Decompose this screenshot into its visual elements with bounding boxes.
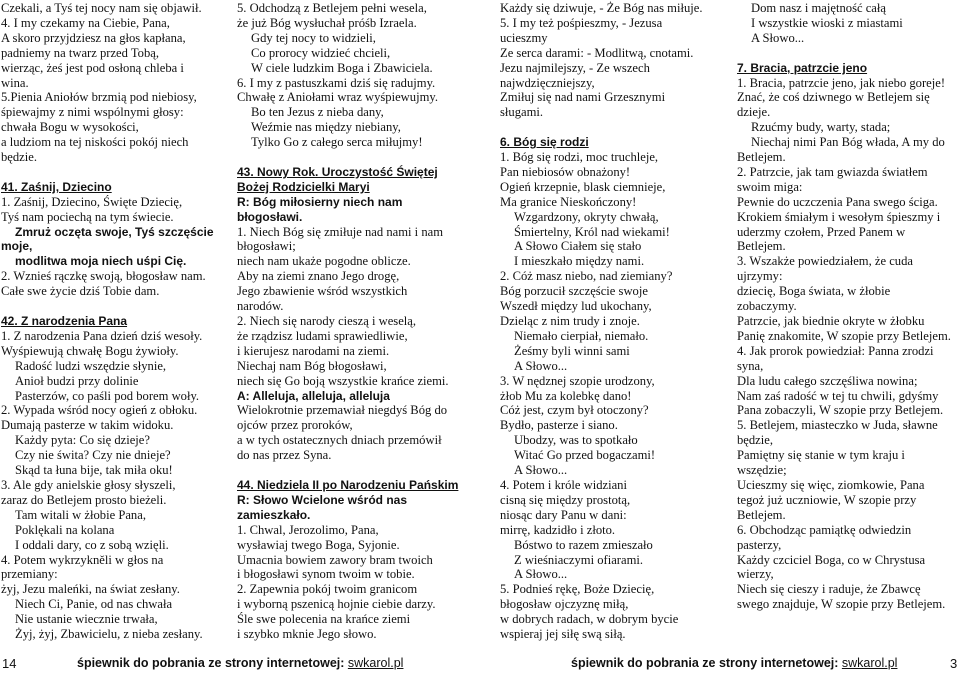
verse-line: 2. Wznieś rączkę swoją, błogosław nam. — [1, 269, 206, 284]
verse-line: Wielokrotnie przemawiał niegdyś Bóg do — [237, 403, 448, 418]
spacer — [1, 165, 228, 180]
verse-line: Każdy pyta: Co się dzieje? — [15, 433, 150, 448]
verse-line: Pan niebiosów obnażony! — [500, 164, 631, 179]
verse-line: Tylko Go z całego serca miłujmy! — [251, 135, 423, 150]
verse-line: Śmiertelny, Król nad wiekami! — [514, 224, 670, 239]
refrain-line: R: Słowo Wcielone wśród nas — [237, 492, 408, 507]
verse-line: Ogień krzepnie, blask ciemnieje, — [500, 179, 666, 194]
verse-line: 5.Pienia Aniołów brzmią pod niebiosy, — [1, 90, 197, 105]
verse-line: 1. Bracia, patrzcie jeno, jak niebo goreje! — [737, 75, 946, 90]
verse-line: 3. W nędznej szopie urodzony, — [500, 373, 655, 388]
verse-line: Poklękali na kolana — [15, 522, 115, 537]
verse-line: 4. Potem wykrzykněli w głos na — [1, 552, 164, 567]
verse-line: Chwałę z Aniołami wraz wyśpiewujmy. — [237, 90, 438, 105]
verse-line: wierząc, żeś jest pod osłoną chleba i — [1, 60, 184, 75]
verse-line: Bydło, pasterze i siano. — [500, 418, 618, 433]
verse-line: Pewnie do uczczenia Pana swego ściga. — [737, 194, 938, 209]
verse-line: a ludziom na tej niskości pokój niech — [1, 135, 189, 150]
verse-line: Skąd ta łuna bije, tak miła oku! — [15, 463, 173, 478]
refrain-line: błogosławi. — [237, 209, 303, 224]
verse-line: Niemało cierpiał, niemało. — [514, 328, 649, 343]
verse-line: Pasterzów, co paśli pod borem woły. — [15, 388, 200, 403]
verse-line: i szybko mknie Jego słowo. — [237, 627, 377, 642]
column-1 — [1, 1, 228, 642]
verse-line: tegoż już uczniowie, W szopie przy — [737, 492, 917, 507]
verse-line: do nas przez Syna. — [237, 448, 332, 463]
verse-line: Betlejem. — [737, 150, 786, 165]
verse-line: Betlejem. — [737, 507, 786, 522]
verse-line: zaraz do Betlejem prosto bieżeli. — [1, 492, 167, 507]
verse-line: błogosław ojczyznę miłą, — [500, 597, 629, 612]
verse-line: A Słowo... — [751, 30, 805, 45]
verse-line: Zmiłuj się nad nami Grzesznymi — [500, 90, 666, 105]
verse-line: dzieje. — [737, 105, 771, 120]
verse-line: Cóż jest, czym był otoczony? — [500, 403, 649, 418]
verse-line: mirrę, kadzidło i złoto. — [500, 522, 616, 537]
verse-line: Gdy tej nocy to widzieli, — [251, 30, 376, 45]
verse-line: Patrzcie, jak biednie okryte w żłobku — [737, 314, 925, 329]
verse-line: Jego zbawienie wśród wszystkich — [237, 284, 408, 299]
verse-line: Niechaj nimi Pan Bóg włada, A my do — [751, 135, 945, 150]
verse-line: 3. Ale gdy anielskie głosy słyszeli, — [1, 477, 176, 492]
refrain-line: zamieszkało. — [237, 507, 311, 522]
verse-line: Radość ludzi wszędzie słynie, — [15, 358, 167, 373]
verse-line: 3. Wszakże powiedziałem, że cuda — [737, 254, 913, 269]
verse-line: Krokiem śmiałym i wesołym śpieszmy i — [737, 209, 941, 224]
verse-line: 5. Odchodzą z Betlejem pełni wesela, — [237, 1, 427, 15]
verse-line: żyj, Jezu maleńki, na świat zesłany. — [1, 582, 180, 597]
verse-line: dziecię, Boga świata, w żłobie — [737, 284, 891, 299]
verse-line: Witać Go przed bogaczami! — [514, 448, 656, 463]
spacer — [500, 120, 730, 135]
verse-line: zobaczymy. — [737, 299, 797, 314]
footer-text: śpiewnik do pobrania ze strony internetowej: — [77, 656, 348, 670]
refrain-line: moje, — [1, 239, 33, 254]
verse-line: Bo ten Jezus z nieba dany, — [251, 105, 384, 120]
verse-line: padniemy na twarz przed Tobą, — [1, 45, 159, 60]
verse-line: 2. Patrzcie, jak tam gwiazda światłem — [737, 164, 928, 179]
spacer — [737, 46, 959, 61]
verse-line: Rzućmy budy, warty, stada; — [751, 120, 891, 135]
verse-line: Wzgardzony, okryty chwałą, — [514, 209, 659, 224]
verse-line: i kierujesz narodami na ziemi. — [237, 343, 390, 358]
song-title: 6. Bóg się rodzi — [500, 135, 589, 150]
footer-text: śpiewnik do pobrania ze strony internetowej: — [571, 656, 842, 670]
song-title: 41. Zaśnij, Dziecino — [1, 179, 112, 194]
verse-line: Tam witali w żłobie Pana, — [15, 507, 146, 522]
right-page-number: 3 — [950, 656, 958, 671]
verse-line: niech się Go boją wszystkie krańce ziemi. — [237, 373, 449, 388]
verse-line: swego znajduje, W szopie przy Betlejem. — [737, 597, 946, 612]
verse-line: i wyborną pszenicą hojnie ciebie darzy. — [237, 597, 436, 612]
song-title: Bożej Rodzicielki Maryi — [237, 179, 370, 194]
verse-line: w dobrych radach, w dobrym bycie — [500, 612, 679, 627]
verse-line: Jezu najmilejszy, - Ze wszech — [500, 60, 650, 75]
verse-line: że rządzisz ludami sprawiedliwie, — [237, 328, 408, 343]
verse-line: A Słowo... — [514, 358, 568, 373]
song-title: 43. Nowy Rok. Uroczystość Świętej — [237, 164, 438, 179]
song-title: 42. Z narodzenia Pana — [1, 314, 128, 328]
verse-line: wszędzie; — [737, 463, 787, 478]
verse-line: 5. Podnieś rękę, Boże Dziecię, — [500, 582, 655, 597]
verse-line: Nie ustanie wiecznie trwała, — [15, 612, 158, 627]
verse-line: Dumają pasterze w takim widoku. — [1, 418, 174, 433]
verse-line: 1. Niech Bóg się zmiłuje nad nami i nam — [237, 224, 444, 239]
refrain-line: modlitwa moja niech uśpi Cię. — [15, 254, 187, 269]
verse-line: Dom nasz i majętność całą — [751, 1, 886, 15]
refrain-line: A: Alleluja, alleluja, alleluja — [237, 388, 390, 403]
left-page-number: 14 — [2, 656, 17, 671]
verse-line: Niechaj nam Bóg błogosławi, — [237, 358, 387, 373]
verse-line: sługami. — [500, 105, 544, 120]
song-title: 7. Bracia, patrzcie jeno — [737, 60, 868, 75]
verse-line: będzie, — [737, 433, 774, 448]
verse-line: niech nam ukaże pogodne oblicze. — [237, 254, 411, 269]
verse-line: 6. Obchodząc pamiątkę odwiedzin — [737, 522, 912, 537]
verse-line: Bóg porzucił szczęście swoje — [500, 284, 648, 299]
verse-line: przemiany: — [1, 567, 58, 582]
spacer — [1, 299, 228, 314]
verse-line: niosąc dary Panu w dani: — [500, 507, 627, 522]
verse-line: wspieraj jej siłę swą siłą. — [500, 627, 626, 642]
verse-line: Ubodzy, was to spotkało — [514, 433, 638, 448]
verse-line: i błogosławi synom twoim w tobie. — [237, 567, 415, 582]
verse-line: 1. Zaśnij, Dziecino, Święte Dziecię, — [1, 194, 183, 209]
verse-line: Umacnia bowiem zawory bram twoich — [237, 552, 433, 567]
verse-line: ucieszmy — [500, 30, 548, 45]
verse-line: Ma granice Nieskończony! — [500, 194, 637, 209]
verse-line: 1. Z narodzenia Pana dzień dziś wesoły. — [1, 328, 203, 343]
footer-left — [77, 656, 403, 670]
refrain-line: Zmruż oczęta swoje, Tyś szczęście — [15, 224, 214, 239]
refrain-line: R: Bóg miłosierny niech nam — [237, 194, 403, 209]
verse-line: że już Bóg wysłuchał próśb Izraela. — [237, 15, 417, 30]
verse-line: Anioł budzi przy dolinie — [15, 373, 139, 388]
verse-line: Znać, że coś dziwnego w Betlejem się — [737, 90, 930, 105]
verse-line: Weźmie nas między niebiany, — [251, 120, 401, 135]
verse-line: 5. Betlejem, miasteczko w Juda, sławne — [737, 418, 938, 433]
verse-line: chwała Bogu w wysokości, — [1, 120, 139, 135]
verse-line: 2. Cóż masz niebo, nad ziemiany? — [500, 269, 673, 284]
verse-line: wierzy, — [737, 567, 774, 582]
verse-line: Ze serca darami: - Modlitwą, cnotami. — [500, 45, 694, 60]
verse-line: Czy nie świta? Czy nie dnieje? — [15, 448, 171, 463]
column-4 — [737, 1, 959, 612]
song-title: 44. Niedziela II po Narodzeniu Pańskim — [237, 477, 459, 492]
footer-right — [571, 656, 897, 670]
verse-line: W ciele ludzkim Boga i Zbawiciela. — [251, 60, 433, 75]
verse-line: A skoro przyjdziesz na głos kapłana, — [1, 30, 186, 45]
verse-line: cisną się między prostotą, — [500, 492, 631, 507]
verse-line: Betlejem. — [737, 239, 786, 254]
verse-line: uderzmy czołem, Przed Panem w — [737, 224, 906, 239]
verse-line: wina. — [1, 75, 29, 90]
verse-line: wysławiaj twego Boga, Syjonie. — [237, 537, 400, 552]
column-3 — [500, 1, 730, 642]
verse-line: pasterzy, — [737, 537, 782, 552]
verse-line: 4. Jak prorok powiedział: Panna zrodzi — [737, 343, 934, 358]
spacer — [237, 463, 474, 478]
verse-line: Aby na ziemi znano Jego drogę, — [237, 269, 400, 284]
verse-line: Dla ludu całego szczęśliwa nowina; — [737, 373, 918, 388]
column-2 — [237, 1, 474, 642]
verse-line: 5. I my też pośpieszmy, - Jezusa — [500, 15, 663, 30]
footer-link[interactable]: swkarol.pl — [841, 656, 898, 670]
verse-line: najwdzięczniejszy, — [500, 75, 595, 90]
verse-line: a w tych ostatecznych dniach przemówił — [237, 433, 442, 448]
verse-line: swoim miga: — [737, 179, 803, 194]
verse-line: Każdy się dziwuje, - Że Bóg nas miłuje. — [500, 1, 703, 15]
verse-line: Nam zaś radość w tej tu chwili, gdyśmy — [737, 388, 939, 403]
verse-line: Pamiętny się stanie w tym kraju i — [737, 448, 905, 463]
spacer — [237, 150, 474, 165]
verse-line: I wszystkie wioski z miastami — [751, 15, 903, 30]
verse-line: Bóstwo to razem zmieszało — [514, 537, 653, 552]
verse-line: Pana zobaczyli, W szopie przy Betlejem. — [737, 403, 944, 418]
verse-line: I oddali dary, co z sobą wzięli. — [15, 537, 169, 552]
verse-line: A Słowo... — [514, 567, 568, 582]
verse-line: narodów. — [237, 299, 284, 314]
verse-line: 4. Potem i króle widziani — [500, 477, 627, 492]
verse-line: 2. Niech się narody cieszą i weselą, — [237, 314, 417, 329]
verse-line: Żeśmy byli winni sami — [514, 343, 630, 358]
verse-line: śpiewajmy z nimi wspólnymi głosy: — [1, 105, 184, 120]
verse-line: Żyj, żyj, Zbawicielu, z nieba zesłany. — [15, 627, 203, 642]
verse-line: 1. Chwal, Jerozolimo, Pana, — [237, 522, 379, 537]
verse-line: 2. Zapewnia pokój twoim granicom — [237, 582, 418, 597]
verse-line: 4. I my czekamy na Ciebie, Pana, — [1, 15, 170, 30]
verse-line: Niech Ci, Panie, od nas chwała — [15, 597, 173, 612]
verse-line: Co prorocy widzieć chcieli, — [251, 45, 391, 60]
verse-line: A Słowo Ciałem się stało — [514, 239, 642, 254]
verse-line: Śle swe polecenia na krańce ziemi — [237, 612, 411, 627]
verse-line: ojców przez proroków, — [237, 418, 353, 433]
verse-line: błogosławi; — [237, 239, 296, 254]
verse-line: Panię znakomite, W szopie przy Betlejem. — [737, 328, 951, 343]
verse-line: Każdy czciciel Boga, co w Chrystusa — [737, 552, 926, 567]
verse-line: 1. Bóg się rodzi, moc truchleje, — [500, 150, 659, 165]
verse-line: będzie. — [1, 150, 38, 165]
verse-line: Niech się cieszy i raduje, że Zbawcę — [737, 582, 921, 597]
verse-line: syna, — [737, 358, 764, 373]
verse-line: Wyśpiewują chwałę Bogu żywioły. — [1, 343, 179, 358]
verse-line: żłob Mu za kolebkę dano! — [500, 388, 632, 403]
verse-line: A Słowo... — [514, 463, 568, 478]
verse-line: Dzieląc z nim trudy i znoje. — [500, 314, 640, 329]
verse-line: Wszedł między lud ukochany, — [500, 299, 652, 314]
verse-line: Czekali, a Tyś tej nocy nam się objawił. — [1, 1, 202, 15]
verse-line: 6. I my z pastuszkami dziś się radujmy. — [237, 75, 436, 90]
verse-line: I mieszkało między nami. — [514, 254, 645, 269]
verse-line: Całe swe życie dziś Tobie dam. — [1, 284, 160, 299]
verse-line: Z wieśniaczymi ofiarami. — [514, 552, 644, 567]
footer-link[interactable]: swkarol.pl — [347, 656, 404, 670]
verse-line: Ucieszmy się więc, ziomkowie, Pana — [737, 477, 925, 492]
verse-line: Tyś nam pociechą na tym świecie. — [1, 209, 174, 224]
verse-line: ujrzymy: — [737, 269, 783, 284]
verse-line: 2. Wypada wśród nocy ogień z obłoku. — [1, 403, 198, 418]
